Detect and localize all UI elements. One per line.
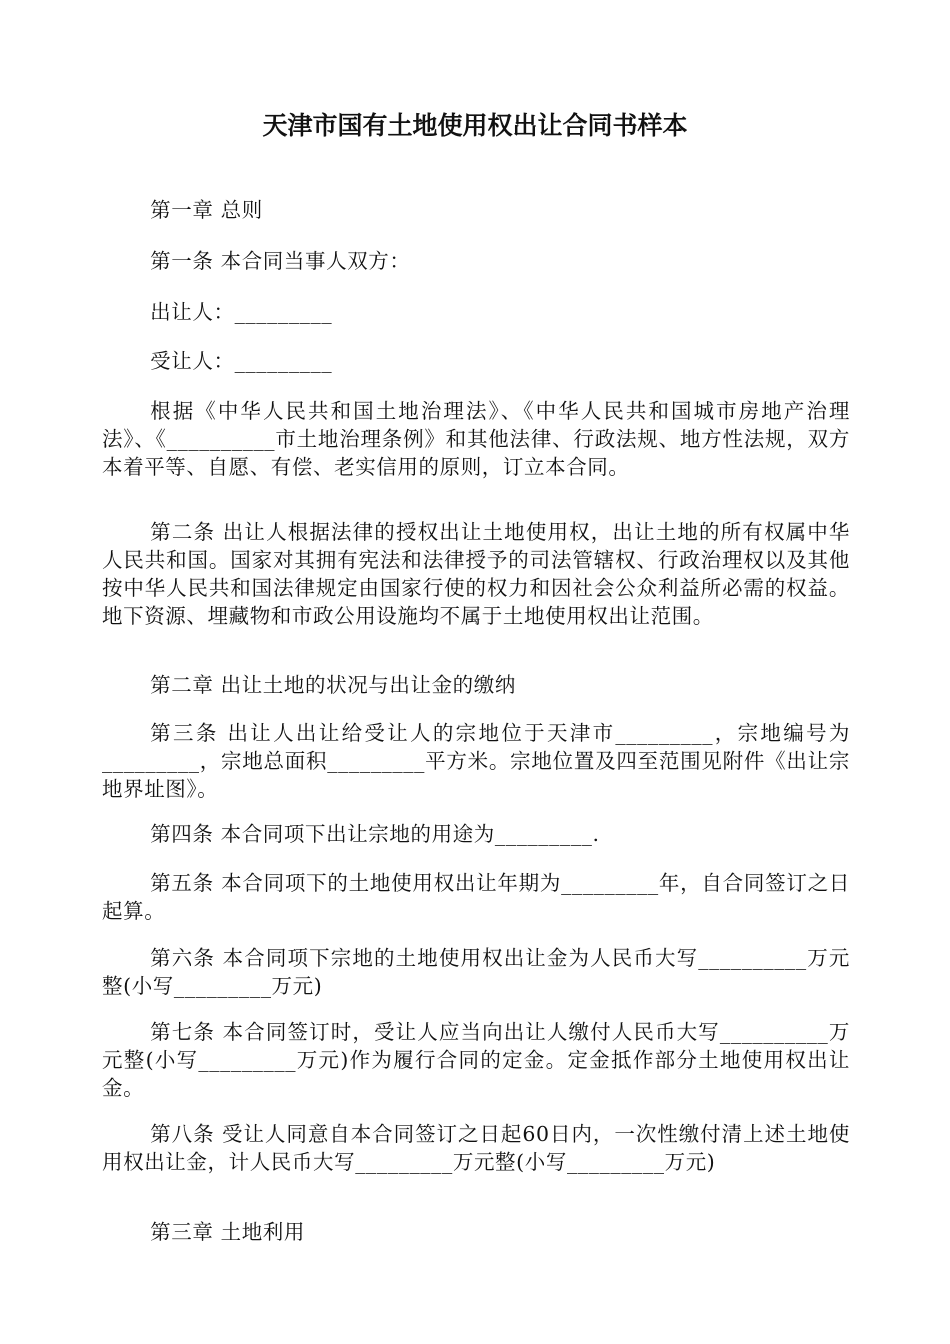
- document-title: 天津市国有土地使用权出让合同书样本: [262, 111, 688, 140]
- article-5-text: 第五条 本合同项下的土地使用权出让年期为_________年，自合同签订之日起算。: [102, 871, 850, 923]
- article-4-text: 第四条 本合同项下出让宗地的用途为_________.: [150, 822, 600, 846]
- chapter-2-heading: 第二章 出让土地的状况与出让金的缴纳: [150, 673, 516, 697]
- transferee-field: 受让人：_________: [150, 349, 333, 373]
- article-1-text: 第一条 本合同当事人双方：: [150, 249, 411, 273]
- transferor-field: 出让人：_________: [150, 300, 333, 324]
- legal-basis-paragraph: 根据《中华人民共和国土地治理法》、《中华人民共和国城市房地产治理法》、《__________市土地治理条例》和其他法律、行政法规、地方性法规，双方本着平等、自愿、有偿、老实信用的原则，订立本合同。: [102, 399, 850, 479]
- article-2-text: 第二条 出让人根据法律的授权出让土地使用权，出让土地的所有权属中华人民共和国。国家对其拥有宪法和法律授予的司法管辖权、行政治理权以及其他按中华人民共和国法律规定由国家行使的权力和因社会公众利益所必需的权益。地下资源、埋藏物和市政公用设施均不属于土地使用权出让范围。: [102, 520, 850, 628]
- chapter-3-heading: 第三章 土地利用: [150, 1220, 305, 1244]
- chapter-1-heading: 第一章 总则: [150, 198, 263, 222]
- article-8-text: 第八条 受让人同意自本合同签订之日起60日内，一次性缴付清上述土地使用权出让金，计人民币大写_________万元整(小写_________万元): [102, 1122, 850, 1174]
- article-7-text: 第七条 本合同签订时，受让人应当向出让人缴付人民币大写__________万元整(小写_________万元)作为履行合同的定金。定金抵作部分土地使用权出让金。: [102, 1020, 850, 1100]
- article-3-text: 第三条 出让人出让给受让人的宗地位于天津市_________，宗地编号为_________，宗地总面积_________平方米。宗地位置及四至范围见附件《出让宗地界址图》。: [102, 721, 850, 801]
- article-6-text: 第六条 本合同项下宗地的土地使用权出让金为人民币大写__________万元整(小写_________万元): [102, 946, 850, 998]
